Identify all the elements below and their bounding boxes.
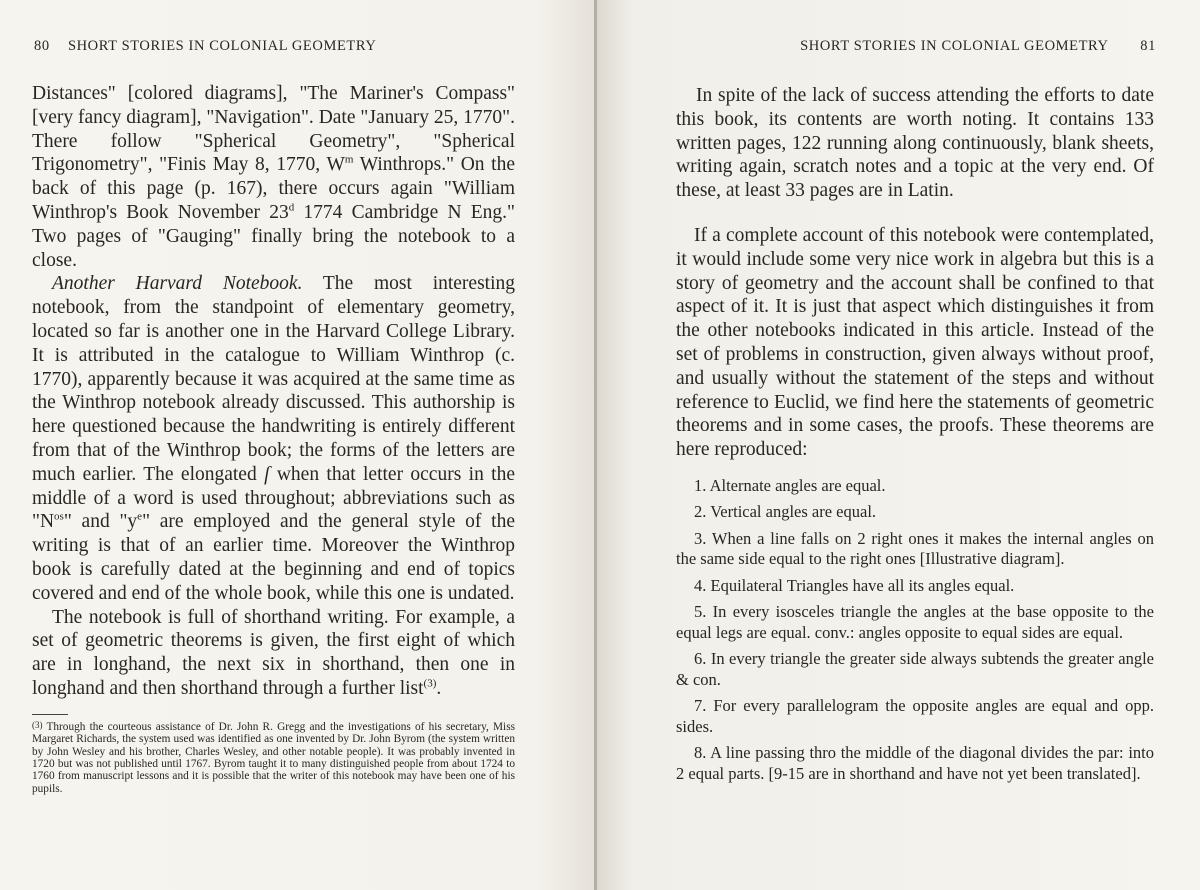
theorem-item: 7. For every parallelogram the opposite angles are equal and opp. sides. <box>676 696 1154 736</box>
theorem-item: 3. When a line falls on 2 right ones it makes the internal angles on the same side equal to the right ones [Illustrative diagram]. <box>676 528 1154 569</box>
right-paragraph-1: In spite of the lack of success attending the efforts to date this book, its contents are worth noting. It contains 133 written pages, 122 running along continuously, blank sheets, writing again, scratch notes and a topic at the very end. Of these, at least 33 pages are in Latin. <box>676 85 1154 202</box>
right-page <box>597 0 1200 890</box>
left-running-header <box>34 38 376 55</box>
right-page-body <box>676 84 1154 790</box>
left-paragraph-1: Distances" [colored diagrams], "The Mariner's Compass" [very fancy diagram], "Navigation". Date "January 25, 1770". There follow "Spherical Geometry", "Spherical Trigonometry", "Finis May 8, 1770, $W^m$ Winthrops." On the back of this page (p. 167), there occurs again "William Winthrop's Book November 23$^d$ 1774 Cambridge N Eng." Two pages of "Gauging" finally bring the notebook to a close. <box>32 83 515 271</box>
theorem-item: 1. Alternate angles are equal. <box>694 475 886 495</box>
right-page-number: 81 <box>1140 38 1156 54</box>
right-running-head-title: SHORT STORIES IN COLONIAL GEOMETRY <box>800 38 1109 54</box>
left-page-number: 80 <box>34 38 50 54</box>
footnote-divider <box>32 714 68 715</box>
left-paragraph-3: The notebook is full of shorthand writing. For example, a set of geometric theorems is given, the first eight of which are in longhand, the next six in shorthand, then one in longhand and then shorthand through a further list$^{(3)}$. <box>32 606 515 699</box>
theorem-item: 4. Equilateral Triangles have all its angles equal. <box>694 575 1015 595</box>
left-page-body <box>32 82 515 795</box>
left-running-head-title: SHORT STORIES IN COLONIAL GEOMETRY <box>67 38 377 54</box>
left-page <box>0 0 597 890</box>
theorem-list <box>676 476 1154 785</box>
theorem-item: 2. Vertical angles are equal. <box>694 502 877 522</box>
footnote: (3) Through the courteous assistance of Dr. John R. Gregg and the investigations of his secretary, Miss Margaret Richards, the system used was identified as one invented by Dr. John Byrom (the system written by John Wesley and his brother, Charles Wesley, and other notable people). It was probably invented in 1720 but was not published until 1767. Byrom taught it to many distinguished people from about 1724 to 1760 from manuscript lessons and it is possible that the writer of this notebook may have been one of his pupils. <box>32 719 515 795</box>
section-heading: Another Harvard Notebook. <box>52 273 303 295</box>
footnote-reference: (3) <box>423 677 437 690</box>
theorem-item: 6. In every triangle the greater side always subtends the greater angle & con. <box>676 649 1154 689</box>
theorem-item: 5. In every isosceles triangle the angles at the base opposite to the equal legs are equal. conv.: angles opposite to equal sides are equal. <box>676 602 1154 642</box>
theorem-item: 8. A line passing thro the middle of the diagonal divides the par: into 2 equal parts. [9-15 are in shorthand and have not yet been translated]. <box>676 743 1154 783</box>
right-paragraph-2: If a complete account of this notebook were contemplated, it would include some very nice work in algebra but this is a story of geometry and the account shall be confined to that aspect of it. It is just that aspect which distinguishes it from the other notebooks indicated in this article. Instead of the set of problems in construction, given always without proof, and usually without the statement of the steps and without reference to Euclid, we find here the statements of geometric theorems and in some cases, the proofs. These theorems are here reproduced: <box>676 224 1154 461</box>
left-paragraph-2: Another Harvard Notebook. The most interesting notebook, from the standpoint of elementary geometry, located so far is another one in the Harvard College Library. It is attributed in the catalogue to William Winthrop (c. 1770), apparently because it was acquired at the same time as the Winthrop notebook already discussed. This authorship is here questioned because the handwriting is entirely different from that of the Winthrop book; the forms of the letters are much earlier. The elongated ſ when that letter occurs in the middle of a word is used throughout; abbreviations such as "$N^{os}$" and "$y^e$" are employed and the general style of the writing is that of an earlier time. Moreover the Winthrop book is carefully dated at the beginning and end of topics covered and end of the whole book, while this one is undated. <box>32 273 516 604</box>
right-running-header <box>800 38 1156 55</box>
